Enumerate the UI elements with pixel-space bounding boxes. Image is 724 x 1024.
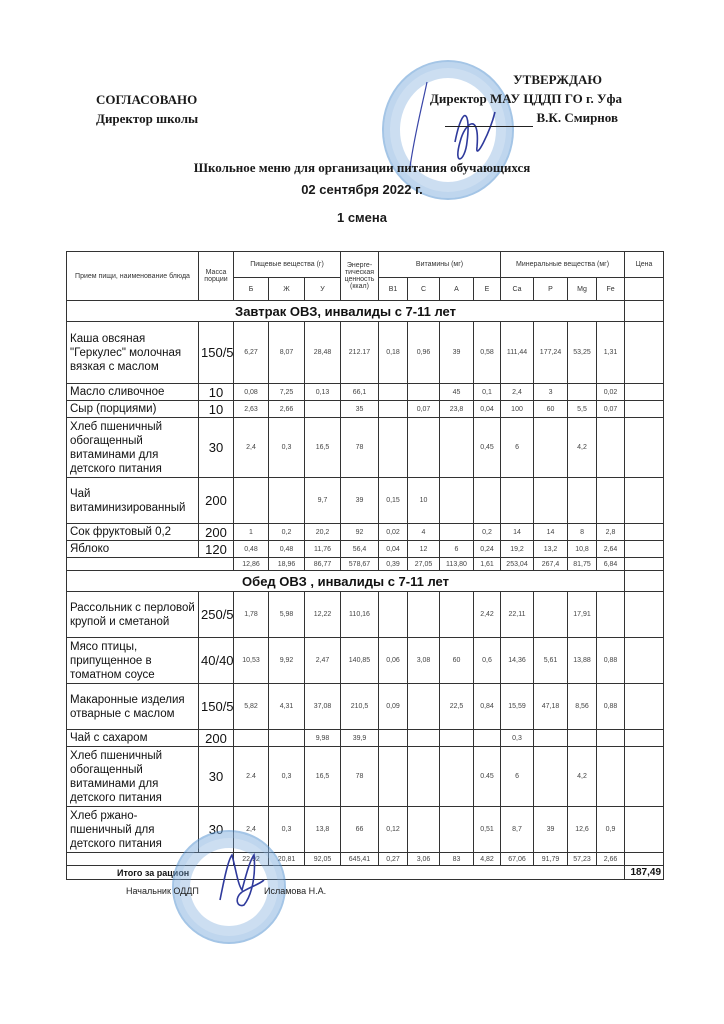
e-cell: 0,04 (474, 401, 501, 418)
dish-name: Хлеб пшеничный обогащенный витаминами для детского питания (67, 747, 199, 807)
header-mg: Mg (568, 278, 597, 301)
total-price: 187,49 (625, 866, 664, 880)
protein-cell: 2,4 (234, 418, 269, 478)
table-row (67, 401, 664, 418)
chief-position: Начальник ОДДП (126, 886, 199, 896)
subtotal-energy: 578,67 (341, 558, 379, 571)
price-cell (625, 730, 664, 747)
mg-cell: 17,91 (568, 592, 597, 638)
energy-cell: 56,4 (341, 541, 379, 558)
total-row (67, 866, 664, 880)
fat-cell (269, 478, 305, 524)
dish-name: Хлеб пшеничный обогащенный витаминами для детского питания (67, 418, 199, 478)
b1-cell: 0,15 (379, 478, 408, 524)
portion-mass: 30 (199, 747, 234, 807)
b1-cell: 0,12 (379, 807, 408, 853)
header-carbs: У (305, 278, 341, 301)
e-cell (474, 478, 501, 524)
subtotal-mg: 81,75 (568, 558, 597, 571)
dish-name: Хлеб ржано-пшеничный для детского питания (67, 807, 199, 853)
c-cell: 12 (408, 541, 440, 558)
price-cell (625, 638, 664, 684)
fe-cell (597, 747, 625, 807)
header-p: P (534, 278, 568, 301)
portion-mass: 10 (199, 401, 234, 418)
energy-cell: 212.17 (341, 322, 379, 384)
subtotal-mg: 57,23 (568, 853, 597, 866)
carbs-cell: 9,98 (305, 730, 341, 747)
ca-cell: 14 (501, 524, 534, 541)
portion-mass: 30 (199, 807, 234, 853)
menu-table (66, 251, 664, 880)
a-cell: 60 (440, 638, 474, 684)
section-header-row (67, 301, 664, 322)
subtotal-protein: 12,86 (234, 558, 269, 571)
b1-cell: 0,04 (379, 541, 408, 558)
price-cell (625, 541, 664, 558)
subtotal-ca: 253,04 (501, 558, 534, 571)
portion-mass: 40/40 (199, 638, 234, 684)
header-e: E (474, 278, 501, 301)
b1-cell: 0,02 (379, 524, 408, 541)
fat-cell: 4,31 (269, 684, 305, 730)
header-price-sub (625, 278, 664, 301)
document-date: 02 сентября 2022 г. (301, 182, 423, 197)
carbs-cell: 13,8 (305, 807, 341, 853)
fe-cell: 0,07 (597, 401, 625, 418)
dish-name: Чай витаминизированный (67, 478, 199, 524)
fat-cell: 0,3 (269, 418, 305, 478)
ca-cell: 6 (501, 418, 534, 478)
agreed-label: СОГЛАСОВАНО (96, 92, 198, 107)
header-b1: B1 (379, 278, 408, 301)
fat-cell: 0,2 (269, 524, 305, 541)
energy-cell: 39 (341, 478, 379, 524)
subtotal-c: 3,06 (408, 853, 440, 866)
a-cell: 22,5 (440, 684, 474, 730)
fat-cell: 5,98 (269, 592, 305, 638)
fat-cell: 8,07 (269, 322, 305, 384)
price-cell (625, 807, 664, 853)
ca-cell: 6 (501, 747, 534, 807)
e-cell: 0,58 (474, 322, 501, 384)
header-fat: Ж (269, 278, 305, 301)
table-row (67, 807, 664, 853)
a-cell: 39 (440, 322, 474, 384)
dish-name: Масло сливочное (67, 384, 199, 401)
dish-name: Макаронные изделия отварные с маслом (67, 684, 199, 730)
mg-cell (568, 384, 597, 401)
c-cell (408, 730, 440, 747)
price-cell (625, 747, 664, 807)
a-cell: 45 (440, 384, 474, 401)
protein-cell: 1 (234, 524, 269, 541)
a-cell (440, 418, 474, 478)
p-cell: 13,2 (534, 541, 568, 558)
header-vitamins: Витамины (мг) (379, 252, 501, 278)
portion-mass: 200 (199, 478, 234, 524)
mg-cell (568, 478, 597, 524)
b1-cell: 0,18 (379, 322, 408, 384)
ca-cell: 111,44 (501, 322, 534, 384)
ca-cell: 19,2 (501, 541, 534, 558)
b1-cell (379, 401, 408, 418)
portion-mass: 120 (199, 541, 234, 558)
header-c: C (408, 278, 440, 301)
protein-cell: 2,4 (234, 807, 269, 853)
section-title: Обед ОВЗ , инвалиды с 7-11 лет (67, 571, 625, 592)
portion-mass: 250/5 (199, 592, 234, 638)
dish-name: Сыр (порциями) (67, 401, 199, 418)
c-cell (408, 384, 440, 401)
b1-cell (379, 384, 408, 401)
approved-name: В.К. Смирнов (536, 110, 618, 125)
carbs-cell: 20,2 (305, 524, 341, 541)
table-row (67, 730, 664, 747)
carbs-cell: 11,76 (305, 541, 341, 558)
price-cell (625, 418, 664, 478)
fat-cell: 7,25 (269, 384, 305, 401)
carbs-cell: 37,08 (305, 684, 341, 730)
portion-mass: 150/5 (199, 684, 234, 730)
agreed-block (96, 90, 198, 128)
subtotal-row (67, 558, 664, 571)
subtotal-p: 267,4 (534, 558, 568, 571)
energy-cell: 210,5 (341, 684, 379, 730)
subtotal-label (67, 558, 234, 571)
energy-cell: 78 (341, 418, 379, 478)
fe-cell (597, 730, 625, 747)
e-cell: 0.45 (474, 747, 501, 807)
fe-cell (597, 478, 625, 524)
fe-cell: 0,88 (597, 684, 625, 730)
energy-cell: 78 (341, 747, 379, 807)
table-row (67, 524, 664, 541)
b1-cell (379, 592, 408, 638)
fe-cell: 0,88 (597, 638, 625, 684)
header-meal: Прием пищи, наименование блюда (67, 252, 199, 301)
header-minerals: Минеральные вещества (мг) (501, 252, 625, 278)
price-cell (625, 592, 664, 638)
c-cell: 4 (408, 524, 440, 541)
b1-cell (379, 747, 408, 807)
mg-cell: 8 (568, 524, 597, 541)
price-cell (625, 322, 664, 384)
header-fe: Fe (597, 278, 625, 301)
fat-cell (269, 730, 305, 747)
dish-name: Чай с сахаром (67, 730, 199, 747)
document-title: Школьное меню для организации питания обучающихся (193, 160, 531, 175)
dish-name: Яблоко (67, 541, 199, 558)
p-cell (534, 478, 568, 524)
mg-cell (568, 730, 597, 747)
fe-cell: 2,64 (597, 541, 625, 558)
mg-cell: 8,56 (568, 684, 597, 730)
approved-by: Директор МАУ ЦДДП ГО г. Уфа (429, 91, 622, 106)
fe-cell: 2,8 (597, 524, 625, 541)
ca-cell: 15,59 (501, 684, 534, 730)
a-cell (440, 730, 474, 747)
price-cell (625, 301, 664, 322)
table-row (67, 684, 664, 730)
price-cell (625, 684, 664, 730)
subtotal-carbs: 92,05 (305, 853, 341, 866)
portion-mass: 150/5 (199, 322, 234, 384)
subtotal-ca: 67,06 (501, 853, 534, 866)
a-cell (440, 592, 474, 638)
b1-cell (379, 730, 408, 747)
header-a: A (440, 278, 474, 301)
protein-cell: 2,63 (234, 401, 269, 418)
a-cell: 23,8 (440, 401, 474, 418)
price-cell (625, 478, 664, 524)
subtotal-label (67, 853, 234, 866)
fat-cell: 0,3 (269, 747, 305, 807)
energy-cell: 39,9 (341, 730, 379, 747)
protein-cell: 0,08 (234, 384, 269, 401)
c-cell (408, 807, 440, 853)
mg-cell: 13,88 (568, 638, 597, 684)
e-cell (474, 730, 501, 747)
p-cell: 60 (534, 401, 568, 418)
dish-name: Мясо птицы, припущенное в томатном соусе (67, 638, 199, 684)
c-cell: 0,07 (408, 401, 440, 418)
energy-cell: 92 (341, 524, 379, 541)
fat-cell: 0,3 (269, 807, 305, 853)
e-cell: 0,2 (474, 524, 501, 541)
e-cell: 0,84 (474, 684, 501, 730)
c-cell: 3,08 (408, 638, 440, 684)
e-cell: 0,24 (474, 541, 501, 558)
fat-cell: 9,92 (269, 638, 305, 684)
p-cell: 5,61 (534, 638, 568, 684)
mg-cell: 10,8 (568, 541, 597, 558)
subtotal-fe: 6,84 (597, 558, 625, 571)
approved-label: УТВЕРЖДАЮ (513, 72, 602, 87)
mg-cell: 4,2 (568, 418, 597, 478)
subtotal-p: 91,79 (534, 853, 568, 866)
e-cell: 0,6 (474, 638, 501, 684)
table-row (67, 384, 664, 401)
subtotal-b1: 0,39 (379, 558, 408, 571)
c-cell (408, 747, 440, 807)
protein-cell (234, 478, 269, 524)
a-cell (440, 807, 474, 853)
portion-mass: 30 (199, 418, 234, 478)
carbs-cell: 9,7 (305, 478, 341, 524)
ca-cell (501, 478, 534, 524)
dish-name: Сок фруктовый 0,2 (67, 524, 199, 541)
subtotal-carbs: 86,77 (305, 558, 341, 571)
protein-cell: 1,78 (234, 592, 269, 638)
a-cell (440, 478, 474, 524)
subtotal-fat: 20,81 (269, 853, 305, 866)
p-cell: 3 (534, 384, 568, 401)
ca-cell: 22,11 (501, 592, 534, 638)
e-cell: 0,45 (474, 418, 501, 478)
energy-cell: 35 (341, 401, 379, 418)
subtotal-a: 83 (440, 853, 474, 866)
subtotal-a: 113,80 (440, 558, 474, 571)
price-cell (625, 571, 664, 592)
p-cell: 47,18 (534, 684, 568, 730)
c-cell: 0,96 (408, 322, 440, 384)
subtotal-e: 1,61 (474, 558, 501, 571)
fe-cell (597, 592, 625, 638)
table-row (67, 592, 664, 638)
price-cell (625, 401, 664, 418)
e-cell: 0,51 (474, 807, 501, 853)
price-cell (625, 524, 664, 541)
b1-cell: 0,09 (379, 684, 408, 730)
mg-cell: 5,5 (568, 401, 597, 418)
carbs-cell: 16,5 (305, 747, 341, 807)
fat-cell: 0,48 (269, 541, 305, 558)
a-cell (440, 524, 474, 541)
p-cell (534, 418, 568, 478)
c-cell (408, 418, 440, 478)
energy-cell: 110,16 (341, 592, 379, 638)
a-cell: 6 (440, 541, 474, 558)
subtotal-protein: 22,92 (234, 853, 269, 866)
p-cell (534, 592, 568, 638)
p-cell (534, 730, 568, 747)
approve-block (392, 70, 622, 127)
mg-cell: 53,25 (568, 322, 597, 384)
mg-cell: 12,6 (568, 807, 597, 853)
carbs-cell (305, 401, 341, 418)
header-mass: Масса порции (199, 252, 234, 301)
carbs-cell: 12,22 (305, 592, 341, 638)
protein-cell: 6,27 (234, 322, 269, 384)
carbs-cell: 2,47 (305, 638, 341, 684)
ca-cell: 2,4 (501, 384, 534, 401)
e-cell: 0,1 (474, 384, 501, 401)
ca-cell: 0,3 (501, 730, 534, 747)
carbs-cell: 28,48 (305, 322, 341, 384)
table-row (67, 418, 664, 478)
b1-cell: 0,06 (379, 638, 408, 684)
table-row (67, 541, 664, 558)
ca-cell: 100 (501, 401, 534, 418)
subtotal-energy: 645,41 (341, 853, 379, 866)
shift-label: 1 смена (336, 210, 387, 225)
total-label: Итого за рацион (67, 866, 625, 880)
fe-cell (597, 418, 625, 478)
p-cell: 39 (534, 807, 568, 853)
table-row (67, 478, 664, 524)
header-nutrients: Пищевые вещества (г) (234, 252, 341, 278)
table-row (67, 638, 664, 684)
price-cell (625, 558, 664, 571)
e-cell: 2,42 (474, 592, 501, 638)
header-ca: Ca (501, 278, 534, 301)
agreed-by: Директор школы (96, 111, 199, 126)
portion-mass: 200 (199, 730, 234, 747)
header-price: Цена (625, 252, 664, 278)
table-row (67, 747, 664, 807)
b1-cell (379, 418, 408, 478)
protein-cell (234, 730, 269, 747)
price-cell (625, 853, 664, 866)
portion-mass: 10 (199, 384, 234, 401)
subtotal-b1: 0,27 (379, 853, 408, 866)
header-protein: Б (234, 278, 269, 301)
mg-cell: 4,2 (568, 747, 597, 807)
section-header-row (67, 571, 664, 592)
dish-name: Рассольник с перловой крупой и сметаной (67, 592, 199, 638)
header-energy: Энерге-тическая ценность (ккал) (341, 252, 379, 301)
energy-cell: 66 (341, 807, 379, 853)
fe-cell: 0,9 (597, 807, 625, 853)
dish-name: Каша овсяная "Геркулес" молочная вязкая с маслом (67, 322, 199, 384)
table-row (67, 322, 664, 384)
signature-line (445, 114, 533, 127)
subtotal-fe: 2,66 (597, 853, 625, 866)
subtotal-c: 27,05 (408, 558, 440, 571)
portion-mass: 200 (199, 524, 234, 541)
protein-cell: 0,48 (234, 541, 269, 558)
c-cell: 10 (408, 478, 440, 524)
carbs-cell: 0,13 (305, 384, 341, 401)
protein-cell: 10,53 (234, 638, 269, 684)
protein-cell: 5,82 (234, 684, 269, 730)
fat-cell: 2,66 (269, 401, 305, 418)
section-title: Завтрак ОВЗ, инвалиды с 7-11 лет (67, 301, 625, 322)
subtotal-row (67, 853, 664, 866)
price-cell (625, 384, 664, 401)
ca-cell: 14,36 (501, 638, 534, 684)
p-cell (534, 747, 568, 807)
energy-cell: 140,85 (341, 638, 379, 684)
c-cell (408, 684, 440, 730)
fe-cell: 0,02 (597, 384, 625, 401)
c-cell (408, 592, 440, 638)
a-cell (440, 747, 474, 807)
ca-cell: 8,7 (501, 807, 534, 853)
protein-cell: 2.4 (234, 747, 269, 807)
p-cell: 14 (534, 524, 568, 541)
subtotal-e: 4,82 (474, 853, 501, 866)
subtotal-fat: 18,96 (269, 558, 305, 571)
chief-name: Исламова Н.А. (264, 886, 327, 896)
p-cell: 177,24 (534, 322, 568, 384)
carbs-cell: 16,5 (305, 418, 341, 478)
fe-cell: 1,31 (597, 322, 625, 384)
energy-cell: 66,1 (341, 384, 379, 401)
